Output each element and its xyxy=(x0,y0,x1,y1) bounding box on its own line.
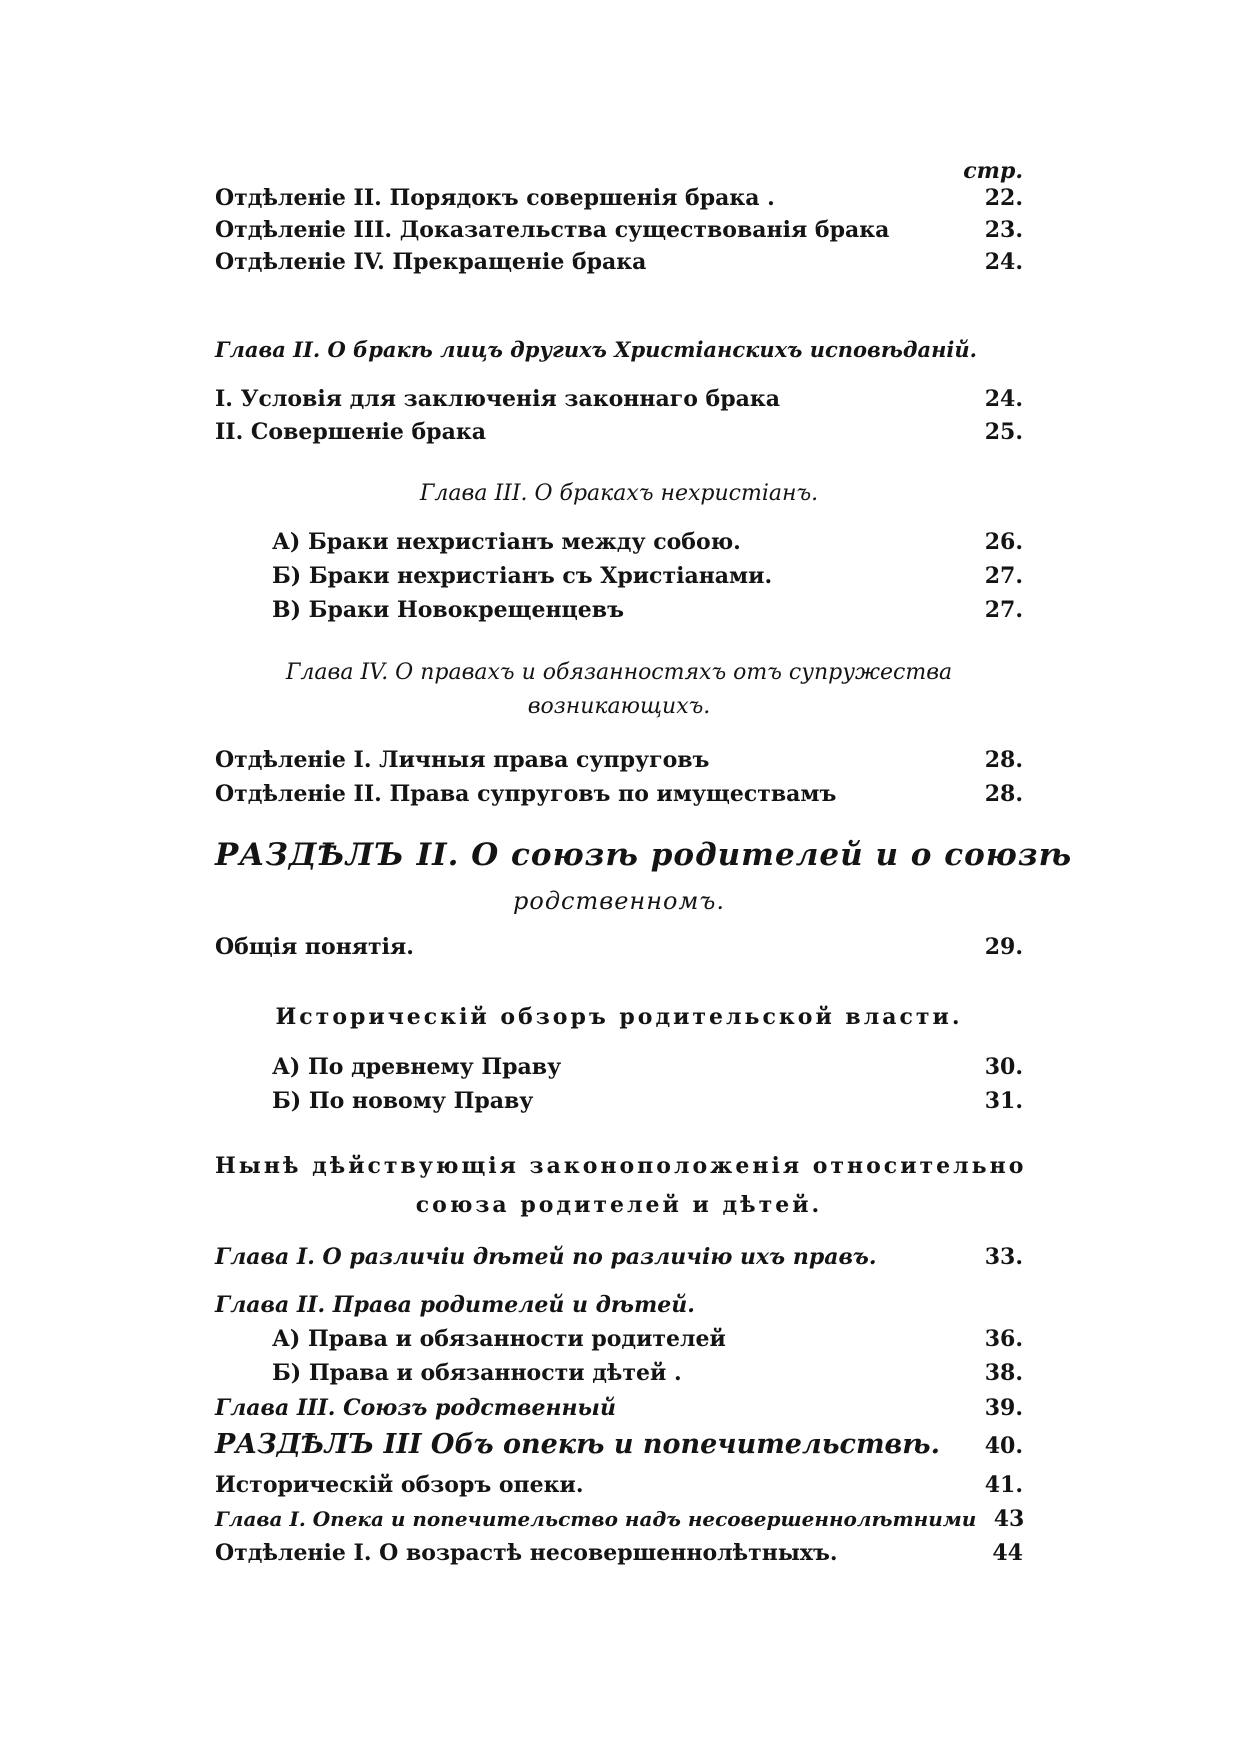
section-heading xyxy=(215,1428,1023,1462)
toc-entry-page: 26. xyxy=(984,529,1023,555)
toc-entry-page: 31. xyxy=(984,1088,1023,1114)
chapter-heading xyxy=(215,1288,1023,1322)
toc-entry-title: В) Браки Новокрещенцевъ xyxy=(272,597,624,623)
toc-entry xyxy=(215,245,1023,279)
toc-entry-page: 24. xyxy=(984,249,1023,275)
subsection-heading-line2: союза родителей и дѣтей. xyxy=(415,1192,823,1218)
toc-entry-title: Б) По новому Праву xyxy=(272,1088,534,1114)
toc-entry-page: 41. xyxy=(984,1472,1023,1498)
toc-entry-title: А) Браки нехристіанъ между собою. xyxy=(272,529,741,555)
toc-entry xyxy=(272,593,1023,627)
toc-entry-title: Глава I. Опека и попечительство надъ несовершеннолѣтними xyxy=(215,1507,977,1531)
toc-entry-title: Отдѣленіе I. Личныя права супруговъ xyxy=(215,747,710,773)
toc-entry-page: 25. xyxy=(984,419,1023,445)
toc-entry xyxy=(272,1050,1023,1084)
toc-entry xyxy=(215,382,1023,416)
toc-entry xyxy=(215,213,1023,247)
toc-entry-page: 28. xyxy=(984,781,1023,807)
toc-entry-page: 27. xyxy=(984,563,1023,589)
toc-entry-page: 23. xyxy=(984,217,1023,243)
toc-entry xyxy=(215,743,1023,777)
toc-entry-title: II. Совершеніе брака xyxy=(215,419,486,445)
toc-entry xyxy=(215,1502,1023,1536)
toc-entry xyxy=(215,415,1023,449)
toc-entry-title: Отдѣленіе I. О возрастѣ несовершеннолѣтныхъ. xyxy=(215,1540,838,1566)
toc-entry xyxy=(215,1468,1023,1502)
toc-entry-page: 38. xyxy=(984,1360,1023,1386)
chapter-heading: Глава III. О бракахъ нехристіанъ. xyxy=(419,481,819,506)
toc-entry-title: Б) Права и обязанности дѣтей . xyxy=(272,1360,682,1386)
toc-entry-page: 36. xyxy=(984,1326,1023,1352)
toc-entry xyxy=(272,1356,1023,1390)
page-column-label: стр. xyxy=(963,158,1023,184)
section-heading-line1: РАЗДѢЛЪ II. О союзѣ родителей и о союзѣ xyxy=(215,837,1073,873)
toc-entry-title: Глава III. Союзъ родственный xyxy=(215,1395,616,1421)
toc-entry-page: 24. xyxy=(984,386,1023,412)
chapter-title: Глава II. Права родителей и дѣтей. xyxy=(215,1292,695,1318)
toc-entry-page: 39. xyxy=(984,1395,1023,1421)
chapter-heading-line2: возникающихъ. xyxy=(527,694,711,719)
toc-entry-page: 27. xyxy=(984,597,1023,623)
chapter-title: Глава II. О бракѣ лицъ другихъ Христіанскихъ исповѣданій. xyxy=(215,337,977,362)
toc-entry-page: 28. xyxy=(984,747,1023,773)
toc-entry-page: 43 xyxy=(993,1506,1025,1532)
toc-entry xyxy=(215,930,1023,964)
toc-entry-title: Отдѣленіе II. Порядокъ совершенія брака . xyxy=(215,185,775,211)
section-title: РАЗДѢЛЪ III Объ опекѣ и попечительствѣ. xyxy=(215,1429,941,1460)
chapter-heading-line1: Глава IV. О правахъ и обязанностяхъ отъ супружества xyxy=(285,660,953,685)
toc-entry xyxy=(272,525,1023,559)
toc-entry xyxy=(272,1084,1023,1118)
toc-entry-page: 22. xyxy=(984,185,1023,211)
toc-entry-title: Отдѣленіе III. Доказательства существованія брака xyxy=(215,217,890,243)
toc-entry-title: Общія понятія. xyxy=(215,934,414,960)
toc-entry xyxy=(272,1322,1023,1356)
chapter-heading xyxy=(215,333,1023,367)
toc-entry-title: I. Условія для заключенія законнаго брака xyxy=(215,386,780,412)
toc-entry xyxy=(272,559,1023,593)
toc-entry-page: 29. xyxy=(984,934,1023,960)
toc-entry xyxy=(215,777,1023,811)
toc-entry-page: 44 xyxy=(992,1540,1023,1566)
toc-entry-title: Историческій обзоръ опеки. xyxy=(215,1472,584,1498)
toc-entry xyxy=(215,181,1023,215)
toc-entry-title: Б) Браки нехристіанъ съ Христіанами. xyxy=(272,563,773,589)
toc-entry-page: 40. xyxy=(984,1433,1023,1459)
toc-entry xyxy=(215,1240,1023,1274)
toc-entry-title: Глава I. О различіи дѣтей по различію ихъ правъ. xyxy=(215,1244,877,1270)
subsection-heading-line1: Нынѣ дѣйствующія законоположенія относительно xyxy=(215,1153,1027,1179)
toc-entry-page: 30. xyxy=(984,1054,1023,1080)
toc-entry-page: 33. xyxy=(984,1244,1023,1270)
subsection-heading: Историческій обзоръ родительской власти. xyxy=(275,1004,963,1030)
section-heading-line2: родственномъ. xyxy=(513,887,725,915)
toc-entry-title: А) По древнему Праву xyxy=(272,1054,562,1080)
toc-entry-title: Отдѣленіе II. Права супруговъ по имуществамъ xyxy=(215,781,837,807)
toc-entry-title: Отдѣленіе IV. Прекращеніе брака xyxy=(215,249,647,275)
toc-entry-title: А) Права и обязанности родителей xyxy=(272,1326,726,1352)
toc-entry xyxy=(215,1391,1023,1425)
toc-entry xyxy=(215,1536,1023,1570)
